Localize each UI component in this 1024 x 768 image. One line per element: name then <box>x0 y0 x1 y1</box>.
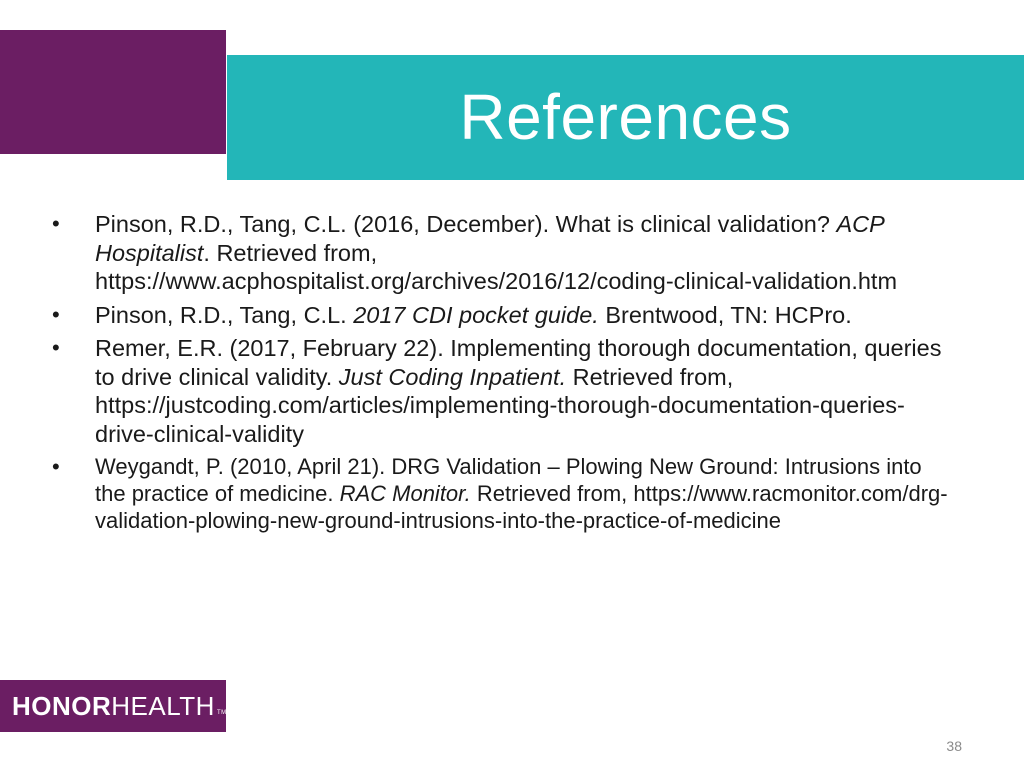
honorhealth-logo <box>0 680 226 732</box>
reference-text: Retrieved from, https://justcoding.com/articles/implementing-thorough-documentation-queries-drive-clinical-validity <box>95 363 905 447</box>
reference-item <box>52 453 952 534</box>
reference-text: Retrieved from, https://www.racmonitor.com/drg-validation-plowing-new-ground-intrusions-into-the-practice-of-medicine <box>95 481 948 533</box>
reference-text: Weygandt, P. (2010, April 21). DRG Validation – Plowing New Ground: Intrusions into the practice of medicine. <box>95 454 922 506</box>
slide-title: References <box>459 81 792 153</box>
reference-list <box>52 210 952 539</box>
reference-item <box>52 301 952 330</box>
bullet-icon: • <box>52 335 60 360</box>
bullet-icon: • <box>52 454 60 479</box>
bullet-icon: • <box>52 211 60 236</box>
reference-publication: Just Coding Inpatient. <box>338 363 567 390</box>
reference-text: Remer, E.R. (2017, February 22). Implementing thorough documentation, queries to drive clinical validity. <box>95 335 942 390</box>
title-band <box>227 55 1024 180</box>
bullet-icon: • <box>52 301 60 327</box>
page-number: 38 <box>946 738 962 754</box>
reference-item <box>52 334 952 448</box>
reference-publication: RAC Monitor. <box>339 481 471 506</box>
reference-publication: ACP Hospitalist <box>95 211 884 266</box>
reference-text: Pinson, R.D., Tang, C.L. (2016, December). What is clinical validation? <box>95 211 837 237</box>
reference-text: . Retrieved from, https://www.acphospitalist.org/archives/2016/12/coding-clinical-validation.htm <box>95 239 898 294</box>
reference-text: Pinson, R.D., Tang, C.L. <box>95 301 354 328</box>
logo-bold-text: HONOR <box>12 690 112 721</box>
purple-accent-block <box>0 30 226 154</box>
logo-light-text: HEALTH <box>111 690 215 721</box>
logo-trademark: TM <box>216 710 227 716</box>
reference-item <box>52 210 952 296</box>
reference-publication: 2017 CDI pocket guide. <box>353 301 599 328</box>
reference-text: Brentwood, TN: HCPro. <box>598 301 852 328</box>
